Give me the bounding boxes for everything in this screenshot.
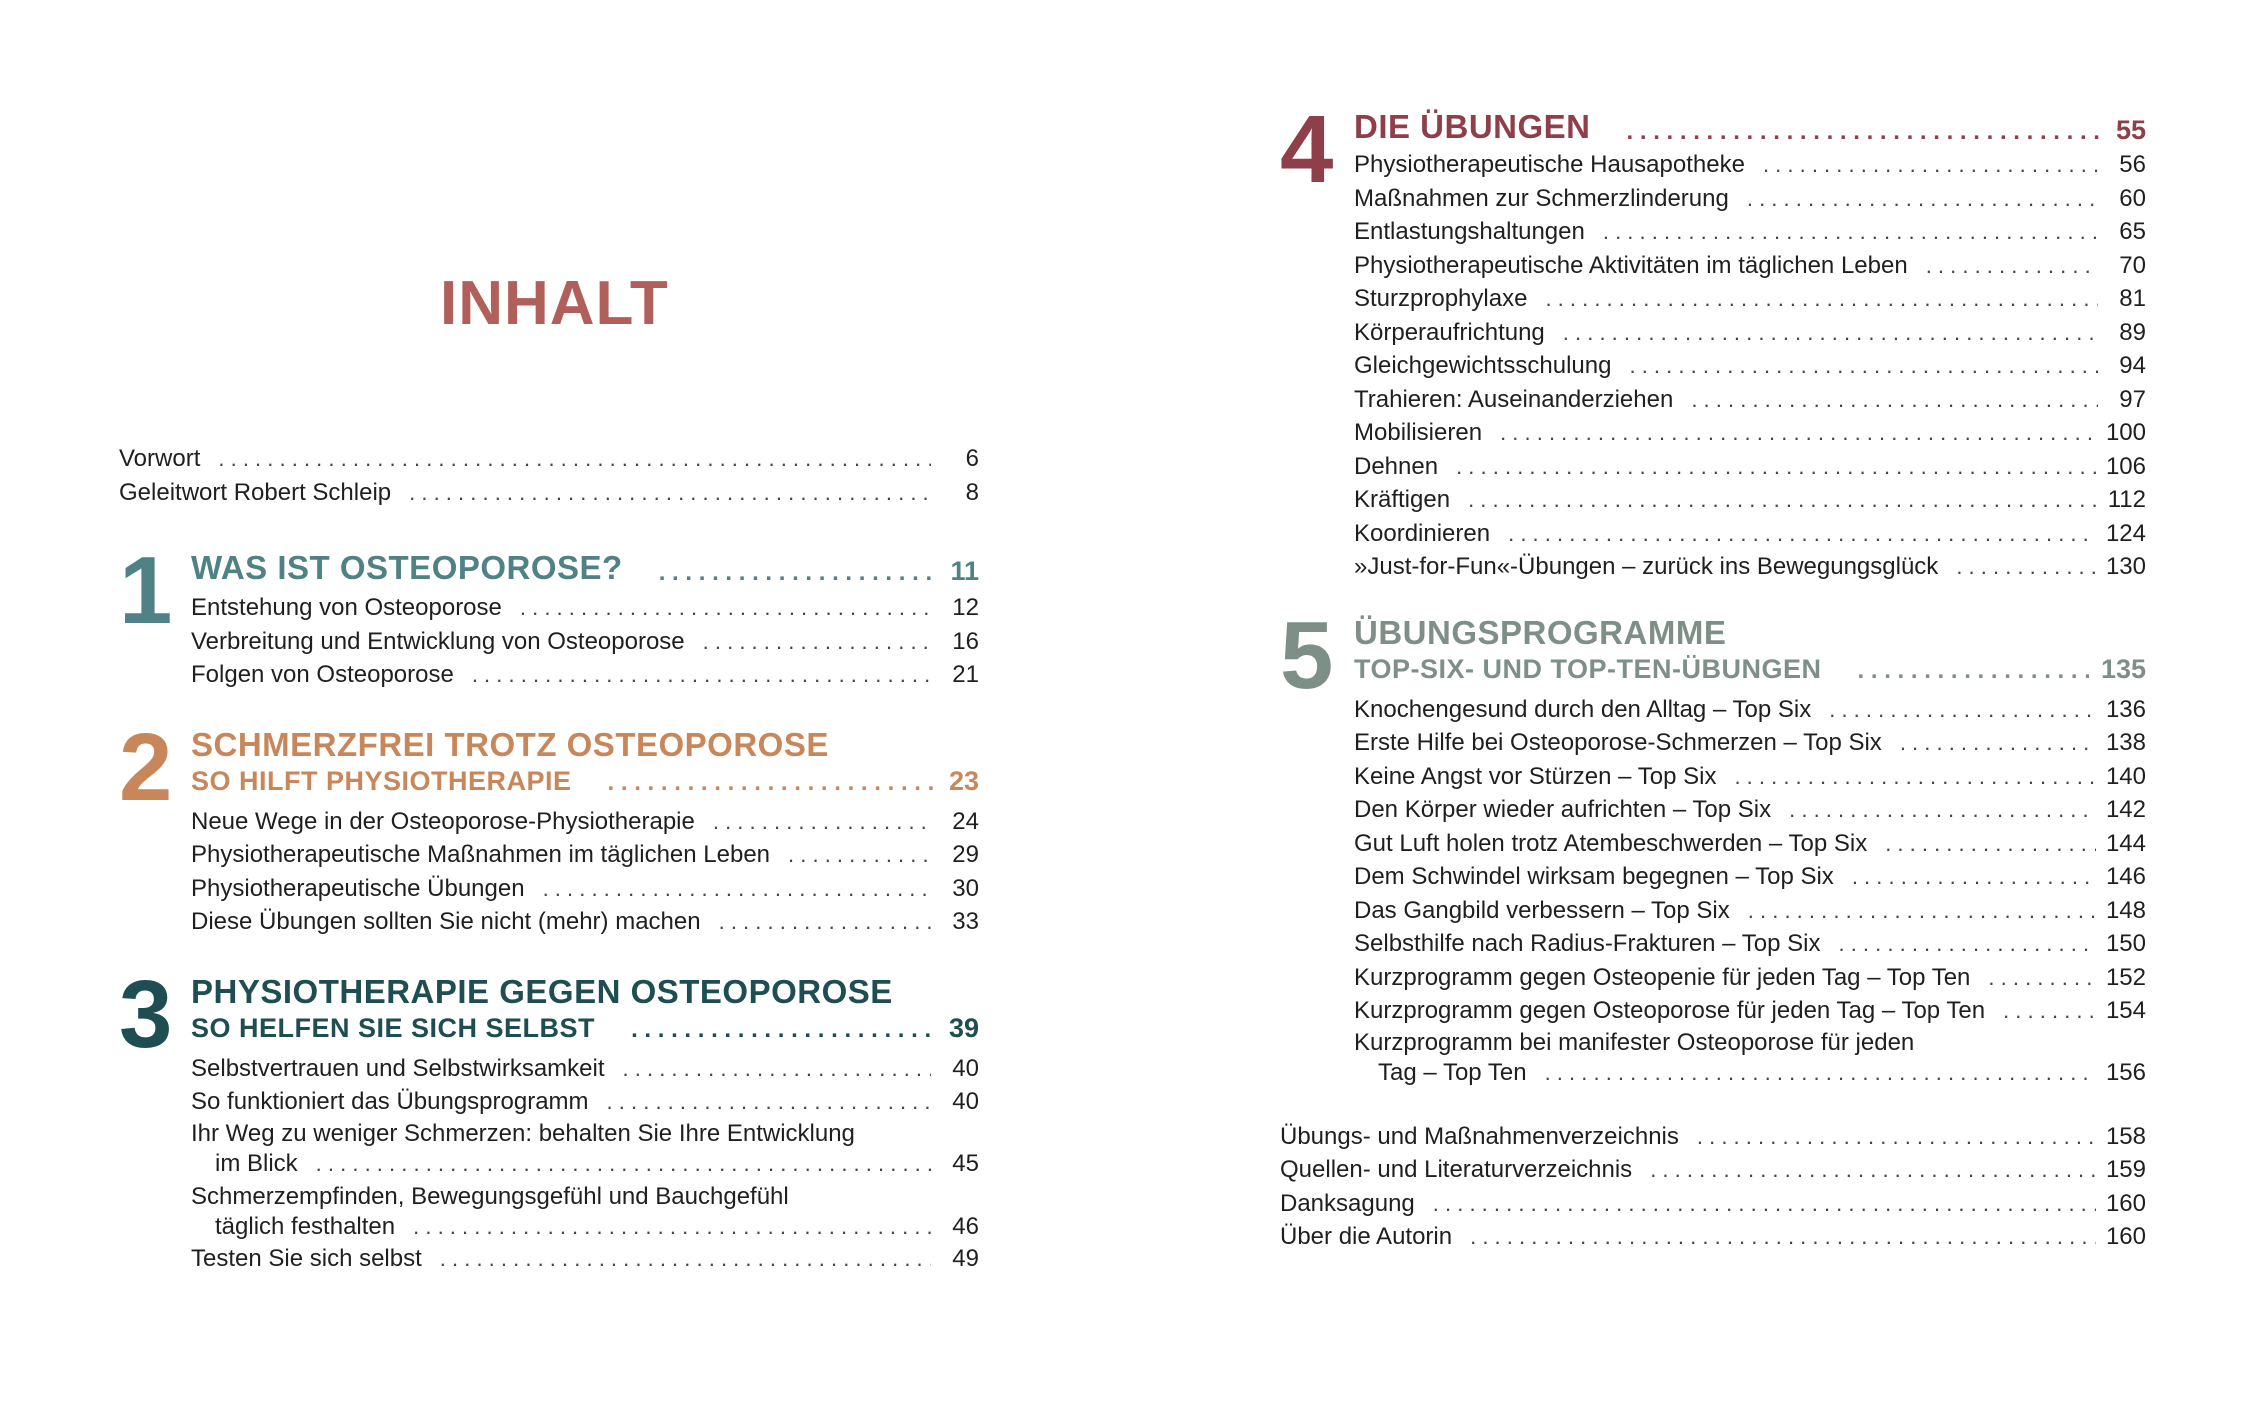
- dot-leader: [1456, 450, 2096, 484]
- toc-entry[interactable]: Gut Luft holen trotz Atembeschwerden – Top Six . . . 144: [1354, 827, 2146, 861]
- toc-entry[interactable]: Schmerzempfinden, Bewegungsgefühl und Bauchgefühl täglich festhalten . . . 46: [191, 1182, 979, 1242]
- toc-entry[interactable]: Danksagung . . . 160: [1280, 1187, 2146, 1221]
- dot-leader: [607, 1085, 931, 1119]
- dot-leader: [631, 1016, 937, 1044]
- dot-leader: [1885, 827, 2096, 861]
- toc-entry[interactable]: Übungs- und Maßnahmenverzeichnis . . . 158: [1280, 1120, 2146, 1154]
- toc-entry[interactable]: Das Gangbild verbessern – Top Six . . . 148: [1354, 894, 2146, 928]
- toc-entry[interactable]: »Just-for-Fun«-Übungen – zurück ins Bewegungsglück . . . 130: [1354, 550, 2146, 584]
- chapter-2: [119, 713, 979, 939]
- dot-leader: [1734, 760, 2096, 794]
- toc-entry[interactable]: Maßnahmen zur Schmerzlinderung . . . 60: [1354, 182, 2146, 216]
- chapter-heading[interactable]: ÜBUNGSPROGRAMME: [1354, 613, 1727, 651]
- toc-entry[interactable]: Dehnen . . . 106: [1354, 450, 2146, 484]
- dot-leader: [1747, 182, 2098, 216]
- chapter-subheading[interactable]: TOP-SIX- UND TOP-TEN-ÜBUNGEN . . . 135: [1354, 654, 2146, 685]
- dot-leader: [1508, 517, 2096, 551]
- dot-leader: [703, 625, 931, 659]
- dot-leader: [472, 658, 931, 692]
- toc-entry[interactable]: Kurzprogramm gegen Osteoporose für jeden Tag – Top Ten . . . 154: [1354, 994, 2146, 1028]
- toc-entry[interactable]: Trahieren: Auseinanderziehen . . . 97: [1354, 383, 2146, 417]
- chapter-heading[interactable]: DIE ÜBUNGEN . . . 55: [1354, 108, 2146, 146]
- dot-leader: [1470, 1220, 2096, 1254]
- page-title: INHALT: [440, 269, 669, 338]
- toc-left-column: [119, 442, 979, 1275]
- dot-leader: [1838, 927, 2095, 961]
- toc-right-column: [1280, 96, 2146, 1254]
- dot-leader: [1545, 1058, 2096, 1088]
- toc-entry[interactable]: Kräftigen . . . 112: [1354, 483, 2146, 517]
- dot-leader: [1691, 383, 2098, 417]
- toc-entry[interactable]: Körperaufrichtung . . . 89: [1354, 316, 2146, 350]
- dot-leader: [1956, 550, 2096, 584]
- toc-entry[interactable]: Dem Schwindel wirksam begegnen – Top Six . . . 146: [1354, 860, 2146, 894]
- toc-entry[interactable]: Entstehung von Osteoporose . . . 12: [191, 591, 979, 625]
- dot-leader: [218, 442, 931, 476]
- dot-leader: [409, 476, 931, 510]
- dot-leader: [543, 872, 931, 906]
- dot-leader: [1926, 249, 2098, 283]
- chapter-number: 3: [119, 960, 173, 1068]
- dot-leader: [608, 769, 937, 797]
- back-matter: [1280, 1120, 2146, 1254]
- dot-leader: [713, 805, 931, 839]
- toc-entry[interactable]: Testen Sie sich selbst . . . 49: [191, 1242, 979, 1276]
- dot-leader: [659, 559, 939, 587]
- chapter-heading[interactable]: WAS IST OSTEOPOROSE? . . . 11: [191, 549, 979, 587]
- toc-entry[interactable]: Folgen von Osteoporose . . . 21: [191, 658, 979, 692]
- chapter-heading[interactable]: PHYSIOTHERAPIE GEGEN OSTEOPOROSE: [191, 972, 893, 1010]
- chapter-number: 2: [119, 713, 173, 821]
- dot-leader: [316, 1149, 931, 1179]
- toc-entry[interactable]: So funktioniert das Übungsprogramm . . . 40: [191, 1085, 979, 1119]
- dot-leader: [1603, 215, 2098, 249]
- toc-entry[interactable]: Keine Angst vor Stürzen – Top Six . . . 140: [1354, 760, 2146, 794]
- dot-leader: [413, 1212, 931, 1242]
- toc-entry[interactable]: Physiotherapeutische Aktivitäten im täglichen Leben . . . 70: [1354, 249, 2146, 283]
- dot-leader: [1900, 726, 2096, 760]
- dot-leader: [623, 1052, 931, 1086]
- toc-entry[interactable]: Neue Wege in der Osteoporose-Physiotherapie . . . 24: [191, 805, 979, 839]
- chapter-1: [119, 537, 979, 692]
- chapter-4: [1280, 96, 2146, 584]
- toc-entry[interactable]: Über die Autorin . . . 160: [1280, 1220, 2146, 1254]
- toc-entry[interactable]: Geleitwort Robert Schleip . . . 8: [119, 476, 979, 510]
- toc-entry[interactable]: Kurzprogramm gegen Osteopenie für jeden Tag – Top Ten . . . 152: [1354, 961, 2146, 995]
- chapter-number: 5: [1280, 601, 1334, 709]
- dot-leader: [788, 838, 931, 872]
- toc-entry[interactable]: Den Körper wieder aufrichten – Top Six . . . 142: [1354, 793, 2146, 827]
- toc-entry[interactable]: Quellen- und Literaturverzeichnis . . . 159: [1280, 1153, 2146, 1187]
- toc-entry[interactable]: Selbsthilfe nach Radius-Frakturen – Top Six . . . 150: [1354, 927, 2146, 961]
- dot-leader: [1629, 349, 2098, 383]
- dot-leader: [1500, 416, 2096, 450]
- chapter-subheading[interactable]: SO HELFEN SIE SICH SELBST . . . 39: [191, 1013, 979, 1044]
- dot-leader: [1763, 148, 2098, 182]
- toc-entry[interactable]: Ihr Weg zu weniger Schmerzen: behalten Sie Ihre Entwicklung im Blick . . . 45: [191, 1119, 979, 1179]
- dot-leader: [1545, 282, 2098, 316]
- toc-entry[interactable]: Gleichgewichtsschulung . . . 94: [1354, 349, 2146, 383]
- dot-leader: [1748, 894, 2096, 928]
- toc-entry[interactable]: Selbstvertrauen und Selbstwirksamkeit . . . 40: [191, 1052, 979, 1086]
- toc-entry[interactable]: Erste Hilfe bei Osteoporose-Schmerzen – Top Six . . . 138: [1354, 726, 2146, 760]
- dot-leader: [1852, 860, 2096, 894]
- toc-entry[interactable]: Physiotherapeutische Maßnahmen im täglichen Leben . . . 29: [191, 838, 979, 872]
- toc-entry[interactable]: Diese Übungen sollten Sie nicht (mehr) machen . . . 33: [191, 905, 979, 939]
- chapter-number: 4: [1280, 96, 1334, 203]
- dot-leader: [2003, 994, 2096, 1028]
- toc-entry[interactable]: Physiotherapeutische Hausapotheke . . . 56: [1354, 148, 2146, 182]
- dot-leader: [1468, 483, 2098, 517]
- dot-leader: [1829, 693, 2096, 727]
- toc-entry[interactable]: Entlastungshaltungen . . . 65: [1354, 215, 2146, 249]
- chapter-number: 1: [119, 537, 173, 644]
- toc-entry[interactable]: Kurzprogramm bei manifester Osteoporose für jeden Tag – Top Ten . . . 156: [1354, 1028, 2146, 1088]
- toc-entry[interactable]: Mobilisieren . . . 100: [1354, 416, 2146, 450]
- dot-leader: [520, 591, 931, 625]
- dot-leader: [1563, 316, 2098, 350]
- toc-entry[interactable]: Verbreitung und Entwicklung von Osteoporose . . . 16: [191, 625, 979, 659]
- dot-leader: [1433, 1187, 2096, 1221]
- chapter-subheading[interactable]: SO HILFT PHYSIOTHERAPIE . . . 23: [191, 766, 979, 797]
- toc-entry[interactable]: Sturzprophylaxe . . . 81: [1354, 282, 2146, 316]
- chapter-3: [119, 960, 979, 1276]
- toc-entry[interactable]: Koordinieren . . . 124: [1354, 517, 2146, 551]
- toc-entry[interactable]: Vorwort . . . 6: [119, 442, 979, 476]
- chapter-5: [1280, 601, 2146, 1088]
- dot-leader: [719, 905, 931, 939]
- chapter-heading[interactable]: SCHMERZFREI TROTZ OSTEOPOROSE: [191, 725, 829, 763]
- front-matter: [119, 442, 979, 509]
- dot-leader: [1650, 1153, 2096, 1187]
- dot-leader: [1789, 793, 2096, 827]
- toc-entry[interactable]: Physiotherapeutische Übungen . . . 30: [191, 872, 979, 906]
- dot-leader: [1627, 118, 2104, 146]
- toc-entry[interactable]: Knochengesund durch den Alltag – Top Six . . . 136: [1354, 693, 2146, 727]
- dot-leader: [1988, 961, 2096, 995]
- dot-leader: [1858, 657, 2089, 685]
- dot-leader: [440, 1242, 931, 1276]
- dot-leader: [1697, 1120, 2096, 1154]
